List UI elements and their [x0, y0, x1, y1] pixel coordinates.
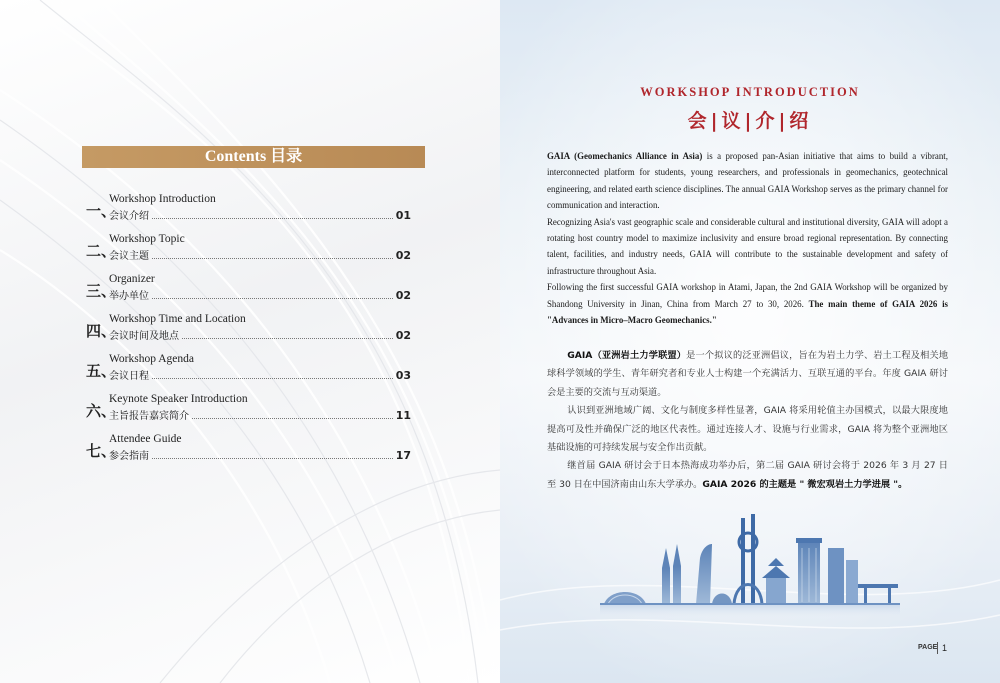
toc-item-number: 六、: [86, 402, 117, 420]
page-separator: [937, 642, 938, 654]
intro-paragraph: Recognizing Asia's vast geographic scale and considerable cultural and institutional diversity, GAIA will adopt a rotating host country model to maximize inclusivity and ensure broad regional representation. By connecting talent, facilities, and industry needs, GAIA will contribute to the sustainable development and safety of infrastructure throughout Asia.: [547, 216, 948, 276]
intro-body-en: [547, 148, 948, 328]
section-title-zh: 会|议|介|绍: [687, 110, 813, 132]
toc-dot-leader: [152, 258, 393, 259]
toc-item-title-en: Keynote Speaker Introduction: [109, 393, 248, 405]
toc-item-title-en: Workshop Topic: [109, 233, 185, 245]
toc-title-banner: Contents 目录: [82, 146, 425, 168]
toc-item-page: 02: [395, 289, 411, 302]
intro-text: Following the first successful GAIA workshop in Atami, Japan, the 2nd GAIA Workshop will be organized by Shandong University in Jinan, China from March 27 to 30, 2026.: [547, 282, 948, 309]
toc-item-keynote-speakers[interactable]: [86, 393, 411, 433]
jinan-skyline-illustration: [600, 508, 900, 618]
toc-item-time-location[interactable]: [86, 313, 411, 353]
section-title-en: WORKSHOP INTRODUCTION: [640, 85, 860, 99]
toc-item-title-en: Attendee Guide: [109, 433, 182, 445]
toc-item-number: 七、: [86, 442, 117, 460]
intro-theme: The main theme of GAIA 2026 is "Advances in Micro–Macro Geomechanics.": [547, 298, 949, 326]
toc-item-title-en: Workshop Time and Location: [109, 313, 246, 325]
toc-item-title-zh: 会议介绍: [109, 211, 149, 222]
toc-item-page: 01: [395, 209, 411, 222]
toc-item-page: 11: [395, 409, 411, 422]
intro-paragraph-zh: [547, 347, 948, 402]
page-number: 1: [942, 643, 948, 653]
toc-item-number: 一、: [86, 202, 117, 220]
intro-paragraph-zh: 认识到亚洲地域广阔、文化与制度多样性显著，GAIA 将采用轮值主办国模式，以最大限度地提高可及性并确保广泛的地区代表性。通过连接人才、设施与行业需求，GAIA 将为整个亚洲地区基础设施的可持续发展与安全作出贡献。: [547, 405, 948, 454]
intro-paragraph: [547, 279, 948, 328]
toc-item-title-en: Organizer: [109, 273, 155, 285]
toc-item-title-zh: 会议时间及地点: [109, 331, 179, 342]
toc-item-page: 03: [395, 369, 411, 382]
toc-item-leader-row: [109, 368, 411, 382]
toc-item-number: 五、: [86, 362, 117, 380]
toc-item-page: 17: [395, 449, 411, 462]
toc-dot-leader: [152, 218, 393, 219]
toc-item-organizer[interactable]: [86, 273, 411, 313]
intro-text-zh: 是一个拟议的泛亚洲倡议，旨在为岩土力学、岩土工程及相关地球科学领域的学生、青年研究者和专业人士构建一个充满活力、互联互通的平台。年度 GAIA 研讨会是主要的交流与互动渠道。: [547, 350, 949, 398]
right-page: [500, 0, 1000, 683]
toc-item-topic[interactable]: [86, 233, 411, 273]
intro-paragraph: [547, 148, 948, 214]
toc-item-title-zh: 会议主题: [109, 251, 149, 262]
toc-item-page: 02: [395, 329, 411, 342]
toc-dot-leader: [192, 418, 393, 419]
toc-item-title-zh: 主旨报告嘉宾简介: [109, 411, 189, 422]
toc-item-leader-row: [109, 208, 411, 222]
toc-item-introduction[interactable]: [86, 193, 411, 233]
intro-text: is a proposed pan-Asian initiative that aims to build a vibrant, interconnected platform for students, young researchers, and professionals in geomechanics, geotechnical engineering, and related earth science disciplines. The annual GAIA Workshop serves as the primary channel for communication and interaction.: [547, 151, 948, 211]
toc-dot-leader: [152, 378, 393, 379]
intro-org-name: GAIA (Geomechanics Alliance in Asia): [547, 151, 703, 161]
toc-item-number: 二、: [86, 242, 117, 260]
intro-text-zh: 继首届 GAIA 研讨会于日本热海成功举办后，第二届 GAIA 研讨会将于 2026 年 3 月 27 日至 30 日在中国济南由山东大学承办。: [547, 460, 948, 490]
toc-dot-leader: [152, 458, 393, 459]
toc-item-leader-row: [109, 248, 411, 262]
toc-item-attendee-guide[interactable]: [86, 433, 411, 473]
toc-item-number: 三、: [86, 282, 117, 300]
intro-org-name-zh: GAIA（亚洲岩土力学联盟）: [567, 350, 687, 361]
intro-paragraph-zh: [547, 457, 948, 494]
toc-item-title-en: Workshop Introduction: [109, 193, 216, 205]
page-label: PAGE: [918, 644, 938, 651]
toc-item-leader-row: [109, 288, 411, 302]
toc-item-leader-row: [109, 328, 411, 342]
toc-dot-leader: [182, 338, 393, 339]
toc-item-title-zh: 会议日程: [109, 371, 149, 382]
toc-list: [86, 193, 411, 473]
toc-dot-leader: [152, 298, 393, 299]
toc-item-page: 02: [395, 249, 411, 262]
toc-item-leader-row: [109, 408, 411, 422]
toc-item-leader-row: [109, 448, 411, 462]
toc-item-number: 四、: [86, 322, 117, 340]
intro-theme-zh: GAIA 2026 的主题是 " 微宏观岩土力学进展 "。: [702, 478, 908, 490]
toc-item-title-en: Workshop Agenda: [109, 353, 194, 365]
toc-item-agenda[interactable]: [86, 353, 411, 393]
intro-body-zh: [547, 347, 948, 494]
toc-item-title-zh: 参会指南: [109, 451, 149, 462]
toc-item-title-zh: 举办单位: [109, 291, 149, 302]
